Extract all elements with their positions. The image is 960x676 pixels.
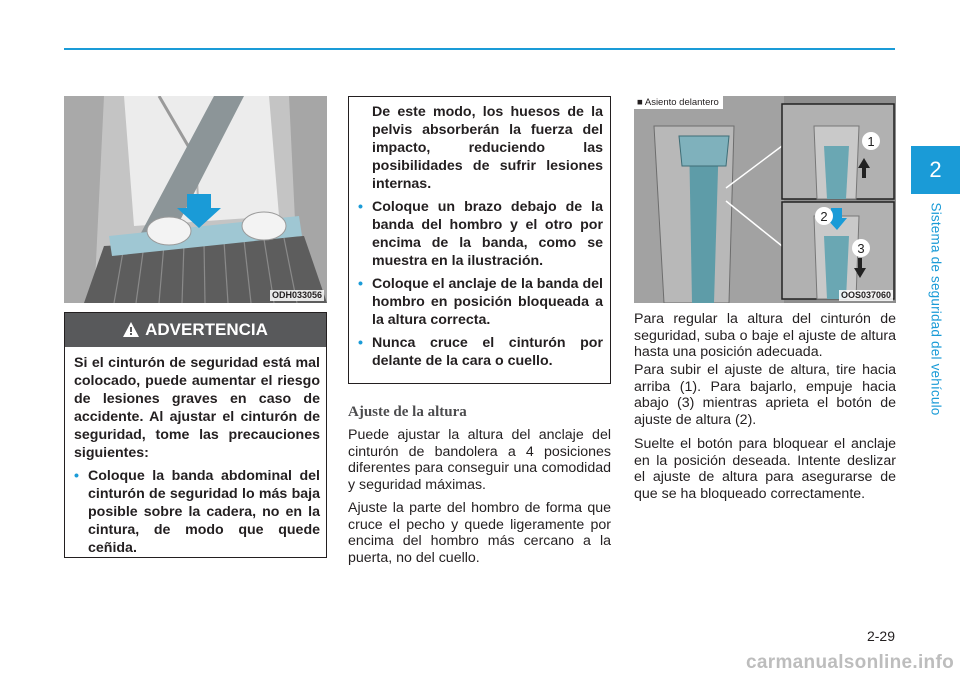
callout-1: 1 <box>867 134 875 149</box>
warning-body <box>74 354 320 557</box>
warning-intro: Si el cinturón de seguridad está mal colocado, puede aumentar el riesgo de lesiones graves en caso de accidente. Al ajustar el cinturón de seguridad, tome las precauciones siguientes: <box>74 355 320 461</box>
warning-continuation: De este modo, los huesos de la pelvis absorberán la fuerza del impacto, reduciendo las posibilidades de sufrir lesiones internas. <box>372 104 603 192</box>
body-paragraph: Suelte el botón para bloquear el anclaje en la posición deseada. Intente deslizar el ajuste de altura para asegurarse de que se ha bloqueado correctamente. <box>634 436 896 502</box>
height-adjuster-illustration <box>634 96 896 303</box>
callout-2: 2 <box>820 209 828 224</box>
section-heading: Ajuste de la altura <box>348 404 467 420</box>
chapter-tab[interactable]: 2 <box>911 146 960 194</box>
warning-continued-box <box>348 96 611 384</box>
body-paragraph: Para subir el ajuste de altura, tire hacia arriba (1). Para bajarlo, empuje hacia abajo (3) mientras aprieta el botón de ajuste de altura (2). <box>634 362 896 428</box>
body-paragraph: Ajuste la parte del hombro de forma que cruce el pecho y quede ligeramente por encima del hombro más cercano a la puerta, no del cuello. <box>348 500 611 566</box>
bullet-dot: • <box>358 276 363 292</box>
header-rule <box>64 48 895 50</box>
watermark: carmanualsonline.info <box>746 652 954 673</box>
bullet-dot: • <box>358 335 363 351</box>
warning-bullet: • Coloque la banda abdominal del cinturón de seguridad lo más baja posible sobre la cadera, no en la cintura, de modo que quede ceñida. <box>74 468 320 556</box>
body-paragraph: Puede ajustar la altura del anclaje del cinturón de bandolera a 4 posiciones diferentes para conseguir una comodidad y seguridad máximas. <box>348 427 611 493</box>
figure-code: ODH033056 <box>271 290 322 300</box>
warning-bullet: • Coloque el anclaje de la banda del hombro en posición bloqueada a la altura correcta. <box>358 276 604 328</box>
body-paragraph: Para regular la altura del cinturón de seguridad, suba o baje el ajuste de altura hasta una posición adecuada. <box>634 311 896 360</box>
figure-tag: ■ Asiento delantero <box>634 96 723 109</box>
warning-bullet: • Coloque un brazo debajo de la banda del hombro y el otro por encima de la banda, como se muestra en la ilustración. <box>358 199 603 269</box>
callout-3: 3 <box>857 241 865 256</box>
chapter-side-title: Sistema de seguridad del vehículo <box>928 202 944 416</box>
warning-header <box>65 313 326 347</box>
bullet-dot: • <box>74 468 79 484</box>
warning-triangle-icon <box>123 315 139 349</box>
page-number: 2-29 <box>866 628 895 644</box>
warning-title: ADVERTENCIA <box>145 320 268 339</box>
figure-code: OOS037060 <box>840 290 891 300</box>
seatbelt-lap-illustration <box>64 96 327 303</box>
warning-bullet: • Nunca cruce el cinturón por delante de la cara o cuello. <box>358 335 603 369</box>
bullet-dot: • <box>358 199 363 215</box>
warning-box <box>64 312 327 558</box>
warning-continued-body <box>358 103 603 370</box>
